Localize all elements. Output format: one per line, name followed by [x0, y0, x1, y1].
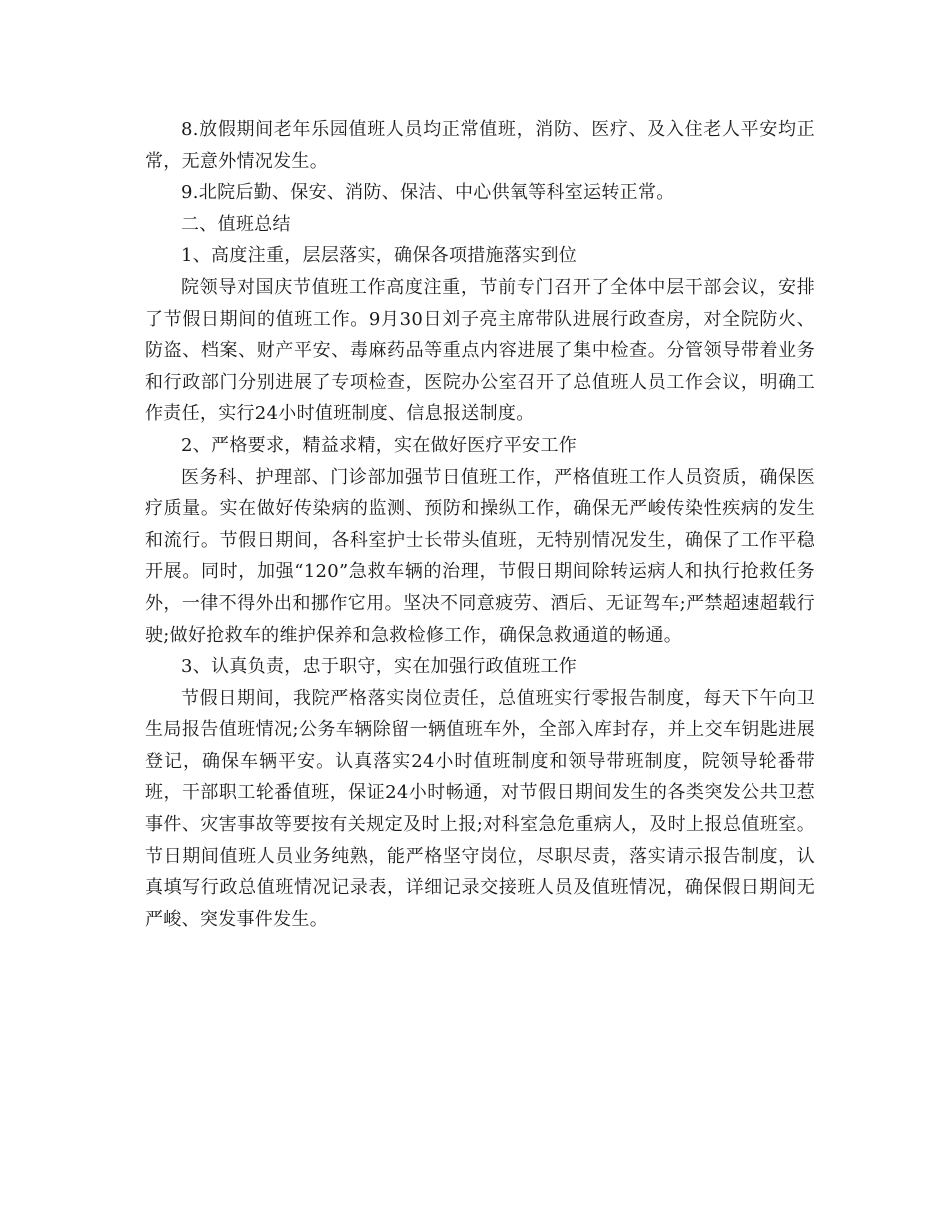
section-heading-duty-summary: 二、值班总结: [181, 213, 291, 235]
subheading-2: 2、严格要求，精益求精，实在做好医疗平安工作: [181, 434, 578, 456]
document-body: [145, 114, 815, 935]
paragraph-item-9: 9.北院后勤、保安、消防、保洁、中心供氧等科室运转正常。: [181, 182, 675, 204]
paragraph-item-8: 8.放假期间老年乐园值班人员均正常值班，消防、医疗、及入住老人平安均正常，无意外情况发生。: [145, 119, 815, 172]
subheading-3: 3、认真负责，忠于职守，实在加强行政值班工作: [181, 656, 578, 678]
paragraph-leadership: 院领导对国庆节值班工作高度注重，节前专门召开了全体中层干部会议，安排了节假日期间的值班工作。9月30日刘子亮主席带队进展行政查房，对全院防火、防盗、档案、财产平安、毒麻药品等重点内容进展了集中检查。分管领导带着业务和行政部门分别进展了专项检查，医院办公室召开了总值班人员工作会议，明确工作责任，实行24小时值班制度、信息报送制度。: [145, 276, 815, 425]
paragraph-medical-safety: 医务科、护理部、门诊部加强节日值班工作，严格值班工作人员资质，确保医疗质量。实在做好传染病的监测、预防和操纵工作，确保无严峻传染性疾病的发生和流行。节假日期间，各科室护士长带头值班，无特别情况发生，确保了工作平稳开展。同时，加强“120”急救车辆的治理，节假日期间除转运病人和执行抢救任务外，一律不得外出和挪作它用。坚决不同意疲劳、酒后、无证驾车;严禁超速超载行驶;做好抢救车的维护保养和急救检修工作，确保急救通道的畅通。: [145, 466, 815, 646]
paragraph-admin-duty: 节假日期间，我院严格落实岗位责任，总值班实行零报告制度，每天下午向卫生局报告值班情况;公务车辆除留一辆值班车外，全部入库封存，并上交车钥匙进展登记，确保车辆平安。认真落实24小时值班制度和领导带班制度，院领导轮番带班，干部职工轮番值班，保证24小时畅通，对节假日期间发生的各类突发公共卫惹事件、灾害事故等要按有关规定及时上报;对科室急危重病人，及时上报总值班室。节日期间值班人员业务纯熟，能严格坚守岗位，尽职尽责，落实请示报告制度，认真填写行政总值班情况记录表，详细记录交接班人员及值班情况，确保假日期间无严峻、突发事件发生。: [145, 687, 815, 930]
subheading-1: 1、高度注重，层层落实，确保各项措施落实到位: [181, 245, 578, 267]
